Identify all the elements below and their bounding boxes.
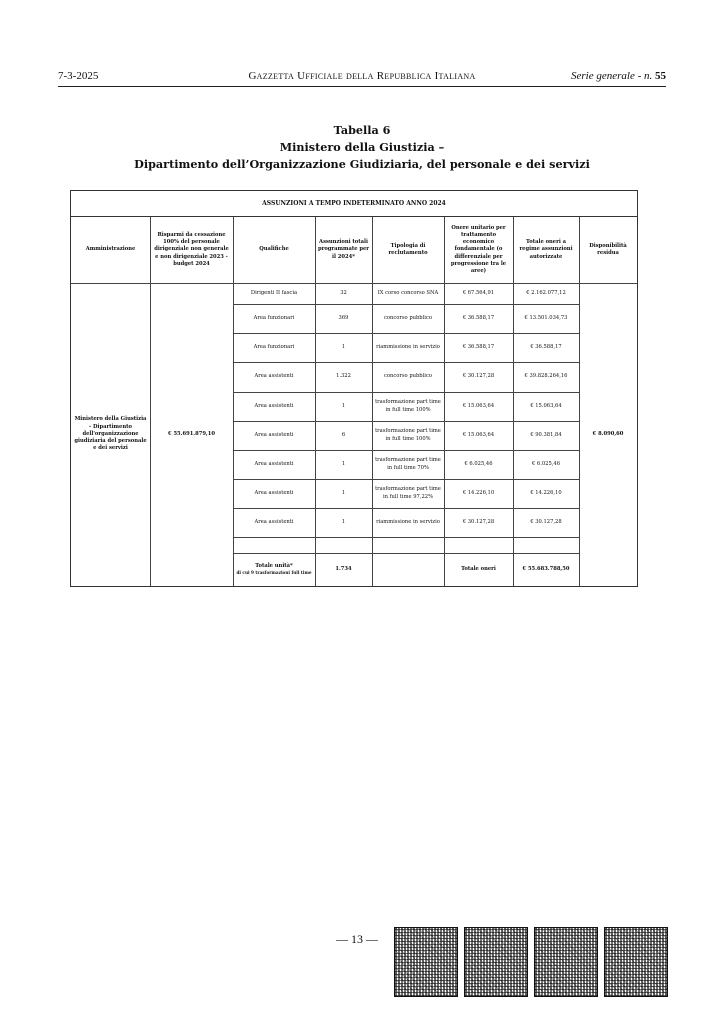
row-divider <box>233 392 579 393</box>
cell-tipologia: IX corso concorso SNA <box>377 289 439 296</box>
cell-onere: € 15.063,64 <box>462 431 495 438</box>
cell-tipologia: riammissione in servizio <box>376 518 440 525</box>
header-publication: Gazzetta Ufficiale della Repubblica Italiana <box>248 70 476 82</box>
cell-tipologia: trasformazione part time in full time 70% <box>375 457 441 471</box>
row-divider <box>233 479 579 480</box>
table-caption: ASSUNZIONI A TEMPO INDETERMINATO ANNO 2024 <box>71 191 637 217</box>
header-series-prefix: Serie generale - n. <box>571 70 653 82</box>
cell-onere: € 15.063,64 <box>462 402 495 409</box>
cell-totale: € 13.501.034,73 <box>524 314 568 321</box>
row-divider <box>233 553 579 554</box>
cell-tipologia: trasformazione part time in full time 100% <box>375 428 441 442</box>
cell-assunzioni: 1 <box>341 489 346 496</box>
residual-cell: € 8.090,60 <box>592 430 624 437</box>
cell-tipologia: trasformazione part time in full time 100% <box>375 399 441 413</box>
col-header-tipologia: Tipologia di reclutamento <box>388 242 428 256</box>
total-note: di cui 9 trasformazioni full time <box>236 570 312 576</box>
header-series <box>571 70 666 82</box>
header-bottom-rule <box>71 283 637 284</box>
row-divider <box>233 421 579 422</box>
administration-cell: Ministero della Giustizia - Dipartimento dell'organizzazione giudiziaria del personale e dei servizi <box>74 416 147 452</box>
col-header-disponibilita: Disponibilità residua <box>589 242 627 256</box>
page-header <box>58 70 666 84</box>
col-divider <box>315 217 316 586</box>
col-header-risparmi: Risparmi da cessazione 100% del personale dirigenziale non generale e non dirigenziale 2023 - budget 2024 <box>154 231 229 267</box>
cell-totale: € 36.588,17 <box>530 343 562 350</box>
col-divider <box>150 217 151 586</box>
page-number: — 13 — <box>336 932 378 946</box>
title-line-3: Dipartimento dell’Organizzazione Giudiziaria, del personale e dei servizi <box>134 157 590 171</box>
cell-assunzioni: 1.322 <box>336 373 351 380</box>
cell-assunzioni: 369 <box>338 314 349 321</box>
header-series-number: 55 <box>655 70 666 82</box>
cell-assunzioni: 32 <box>340 289 347 296</box>
cell-qualifica: Area assistenti <box>254 489 294 496</box>
cell-totale: € 2.162.077,12 <box>526 289 566 296</box>
col-divider <box>372 217 373 586</box>
total-oneri-label: Totale oneri <box>461 565 496 572</box>
qr-code <box>394 927 458 997</box>
row-divider <box>233 362 579 363</box>
cell-tipologia: concorso pubblico <box>384 373 432 380</box>
total-oneri-value: € 55.683.788,50 <box>522 565 570 572</box>
cell-onere: € 67.564,91 <box>462 289 495 296</box>
cell-qualifica: Area assistenti <box>254 460 294 467</box>
cell-onere: € 30.127,28 <box>462 518 495 525</box>
title-line-2: Ministero della Giustizia – <box>279 140 445 154</box>
row-divider <box>233 333 579 334</box>
col-divider <box>233 217 234 586</box>
hiring-table <box>70 190 638 587</box>
row-divider <box>233 508 579 509</box>
cell-qualifica: Area funzionari <box>253 314 295 321</box>
col-header-qualifiche: Qualifiche <box>259 246 289 253</box>
qr-code <box>604 927 668 997</box>
total-assunzioni: 1.734 <box>335 565 352 572</box>
total-label-cell <box>233 553 315 586</box>
header-rule <box>58 86 666 87</box>
cell-onere: € 14.226,10 <box>462 489 495 496</box>
cell-qualifica: Area assistenti <box>254 518 294 525</box>
row-divider <box>233 304 579 305</box>
cell-assunzioni: 1 <box>341 343 346 350</box>
qr-code <box>464 927 528 997</box>
total-label: Totale unità* <box>255 563 293 570</box>
cell-tipologia: riammissione in servizio <box>376 343 440 350</box>
cell-totale: € 14.226,10 <box>530 489 562 496</box>
page-title <box>60 122 664 173</box>
cell-qualifica: Area funzionari <box>253 343 295 350</box>
row-divider <box>233 450 579 451</box>
cell-tipologia: trasformazione part time in full time 97,22% <box>375 486 441 500</box>
cell-qualifica: Area assistenti <box>254 431 294 438</box>
cell-assunzioni: 1 <box>341 402 346 409</box>
cell-onere: € 6.025,46 <box>464 460 493 467</box>
col-divider <box>579 217 580 586</box>
col-divider <box>444 217 445 586</box>
qr-code <box>534 927 598 997</box>
col-header-amministrazione: Amministrazione <box>85 246 136 253</box>
cell-assunzioni: 1 <box>341 518 346 525</box>
row-divider <box>233 537 579 538</box>
col-header-assunzioni: Assunzioni totali programmate per il 2024* <box>317 239 370 260</box>
cell-onere: € 36.588,17 <box>462 343 495 350</box>
cell-totale: € 15.063,64 <box>530 402 562 409</box>
cell-qualifica: Area assistenti <box>254 373 294 380</box>
cell-qualifica: Dirigenti II fascia <box>250 289 298 296</box>
cell-totale: € 39.828.264,16 <box>524 373 568 380</box>
cell-totale: € 90.381,84 <box>530 431 562 438</box>
cell-onere: € 36.588,17 <box>462 314 495 321</box>
cell-tipologia: concorso pubblico <box>384 314 432 321</box>
cell-totale: € 6.025,46 <box>531 460 561 467</box>
col-header-totale: Totale oneri a regime assunzioni autorizzate <box>519 239 573 260</box>
col-header-onere: Onere unitario per trattamento economico fondamentale (o differenziale per progressione tra le aree) <box>450 224 507 274</box>
cell-assunzioni: 1 <box>341 460 346 467</box>
budget-cell: € 55.691.879,10 <box>168 430 215 437</box>
cell-qualifica: Area assistenti <box>254 402 294 409</box>
cell-assunzioni: 6 <box>341 431 346 438</box>
title-line-1: Tabella 6 <box>333 123 391 137</box>
col-divider <box>513 217 514 586</box>
cell-onere: € 30.127,28 <box>462 373 495 380</box>
cell-totale: € 30.127,28 <box>530 518 562 525</box>
header-date: 7-3-2025 <box>58 70 99 82</box>
